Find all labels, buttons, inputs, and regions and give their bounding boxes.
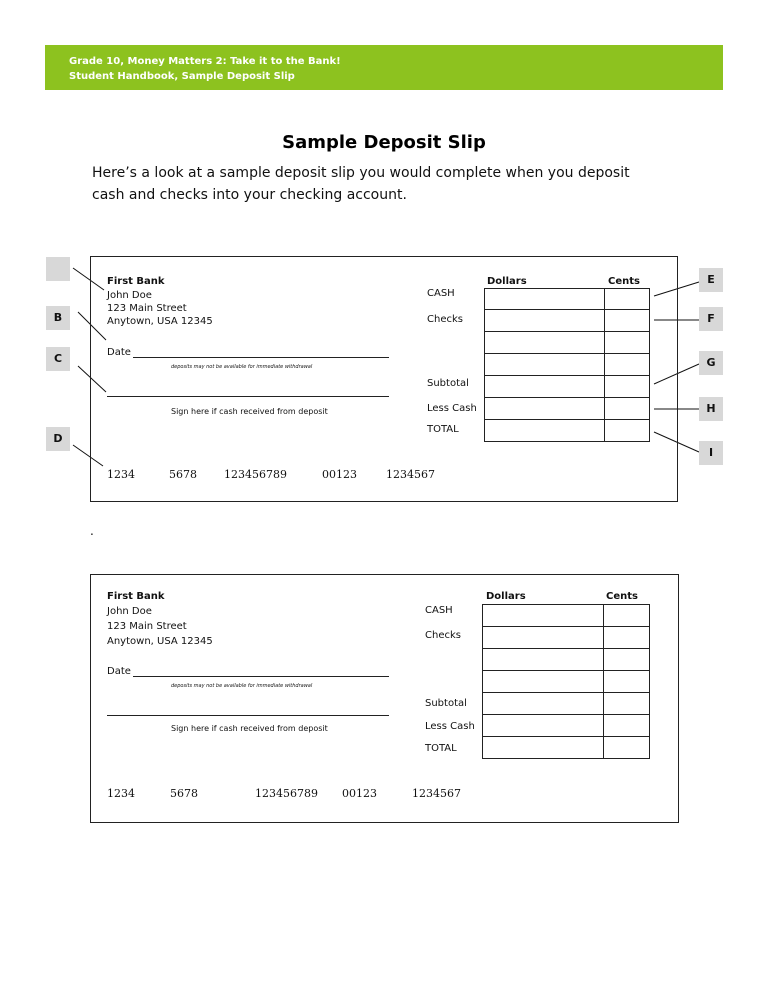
total-dollars-cell[interactable] bbox=[483, 737, 604, 759]
less-cash-dollars-cell[interactable] bbox=[485, 398, 605, 420]
subtotal-cents-cell[interactable] bbox=[604, 693, 650, 715]
deposit-slip-blank bbox=[90, 574, 679, 823]
less-cash-label: Less Cash bbox=[427, 403, 477, 414]
callout-g-badge: G bbox=[699, 351, 723, 375]
less-cash-dollars-cell[interactable] bbox=[483, 715, 604, 737]
less-cash-label: Less Cash bbox=[425, 721, 475, 732]
callout-b-badge: B bbox=[46, 306, 70, 330]
intro-line-2: cash and checks into your checking account. bbox=[92, 187, 407, 203]
date-line[interactable] bbox=[133, 357, 389, 358]
deposit-slip-annotated bbox=[90, 256, 678, 502]
cash-cents-cell[interactable] bbox=[605, 289, 650, 310]
micr-routing-2: 5678 bbox=[169, 468, 197, 481]
account-street: 123 Main Street bbox=[107, 621, 187, 632]
dollars-column-header: Dollars bbox=[486, 591, 526, 602]
callout-c-badge: C bbox=[46, 347, 70, 371]
callout-a-badge bbox=[46, 257, 70, 281]
subtotal-cents-cell[interactable] bbox=[605, 376, 650, 398]
micr-account-number: 123456789 bbox=[224, 468, 287, 481]
account-city: Anytown, USA 12345 bbox=[107, 316, 213, 327]
total-cents-cell[interactable] bbox=[605, 420, 650, 442]
header-line-1: Grade 10, Money Matters 2: Take it to the Bank! bbox=[69, 56, 341, 67]
checks-label: Checks bbox=[425, 630, 461, 641]
availability-disclaimer: deposits may not be available for immediate withdrawal bbox=[171, 364, 313, 370]
micr-code-2: 1234567 bbox=[386, 468, 435, 481]
intro-line-1: Here’s a look at a sample deposit slip you would complete when you deposit bbox=[92, 165, 630, 181]
subtotal-label: Subtotal bbox=[425, 698, 467, 709]
callout-e-badge: E bbox=[699, 268, 723, 292]
checks-cents-cell[interactable] bbox=[604, 627, 650, 649]
less-cash-cents-cell[interactable] bbox=[604, 715, 650, 737]
checks-dollars-cell[interactable] bbox=[483, 671, 604, 693]
bank-name: First Bank bbox=[107, 591, 165, 602]
separator-dot: . bbox=[90, 524, 94, 538]
cash-label: CASH bbox=[427, 288, 455, 299]
total-label: TOTAL bbox=[427, 424, 459, 435]
account-city: Anytown, USA 12345 bbox=[107, 636, 213, 647]
checks-dollars-cell[interactable] bbox=[485, 310, 605, 332]
signature-label: Sign here if cash received from deposit bbox=[171, 724, 328, 733]
checks-label: Checks bbox=[427, 314, 463, 325]
cents-column-header: Cents bbox=[608, 276, 640, 287]
header-banner bbox=[45, 45, 723, 90]
checks-dollars-cell[interactable] bbox=[483, 627, 604, 649]
checks-dollars-cell[interactable] bbox=[483, 649, 604, 671]
total-dollars-cell[interactable] bbox=[485, 420, 605, 442]
subtotal-dollars-cell[interactable] bbox=[483, 693, 604, 715]
subtotal-dollars-cell[interactable] bbox=[485, 376, 605, 398]
checks-cents-cell[interactable] bbox=[605, 354, 650, 376]
cash-cents-cell[interactable] bbox=[604, 605, 650, 627]
micr-routing-1: 1234 bbox=[107, 787, 135, 800]
page-title: Sample Deposit Slip bbox=[282, 132, 486, 153]
account-street: 123 Main Street bbox=[107, 303, 187, 314]
checks-dollars-cell[interactable] bbox=[485, 354, 605, 376]
callout-f-badge: F bbox=[699, 307, 723, 331]
date-line[interactable] bbox=[133, 676, 389, 677]
callout-i-badge: I bbox=[699, 441, 723, 465]
micr-code-2: 1234567 bbox=[412, 787, 461, 800]
signature-line[interactable] bbox=[107, 715, 389, 716]
signature-line[interactable] bbox=[107, 396, 389, 397]
micr-code-1: 00123 bbox=[322, 468, 357, 481]
header-line-2: Student Handbook, Sample Deposit Slip bbox=[69, 71, 295, 82]
micr-routing-1: 1234 bbox=[107, 468, 135, 481]
total-cents-cell[interactable] bbox=[604, 737, 650, 759]
total-label: TOTAL bbox=[425, 743, 457, 754]
date-label: Date bbox=[107, 666, 131, 677]
intro-paragraph bbox=[92, 162, 652, 206]
callout-d-badge: D bbox=[46, 427, 70, 451]
micr-account-number: 123456789 bbox=[255, 787, 318, 800]
signature-label: Sign here if cash received from deposit bbox=[171, 407, 328, 416]
checks-cents-cell[interactable] bbox=[604, 671, 650, 693]
dollars-column-header: Dollars bbox=[487, 276, 527, 287]
micr-routing-2: 5678 bbox=[170, 787, 198, 800]
cash-dollars-cell[interactable] bbox=[485, 289, 605, 310]
less-cash-cents-cell[interactable] bbox=[605, 398, 650, 420]
subtotal-label: Subtotal bbox=[427, 378, 469, 389]
micr-code-1: 00123 bbox=[342, 787, 377, 800]
amount-grid bbox=[482, 604, 650, 759]
date-label: Date bbox=[107, 347, 131, 358]
account-holder-name: John Doe bbox=[107, 290, 152, 301]
checks-dollars-cell[interactable] bbox=[485, 332, 605, 354]
cents-column-header: Cents bbox=[606, 591, 638, 602]
account-holder-name: John Doe bbox=[107, 606, 152, 617]
cash-label: CASH bbox=[425, 605, 453, 616]
callout-h-badge: H bbox=[699, 397, 723, 421]
bank-name: First Bank bbox=[107, 276, 165, 287]
checks-cents-cell[interactable] bbox=[605, 332, 650, 354]
cash-dollars-cell[interactable] bbox=[483, 605, 604, 627]
checks-cents-cell[interactable] bbox=[604, 649, 650, 671]
availability-disclaimer: deposits may not be available for immediate withdrawal bbox=[171, 683, 313, 689]
checks-cents-cell[interactable] bbox=[605, 310, 650, 332]
amount-grid bbox=[484, 288, 650, 442]
